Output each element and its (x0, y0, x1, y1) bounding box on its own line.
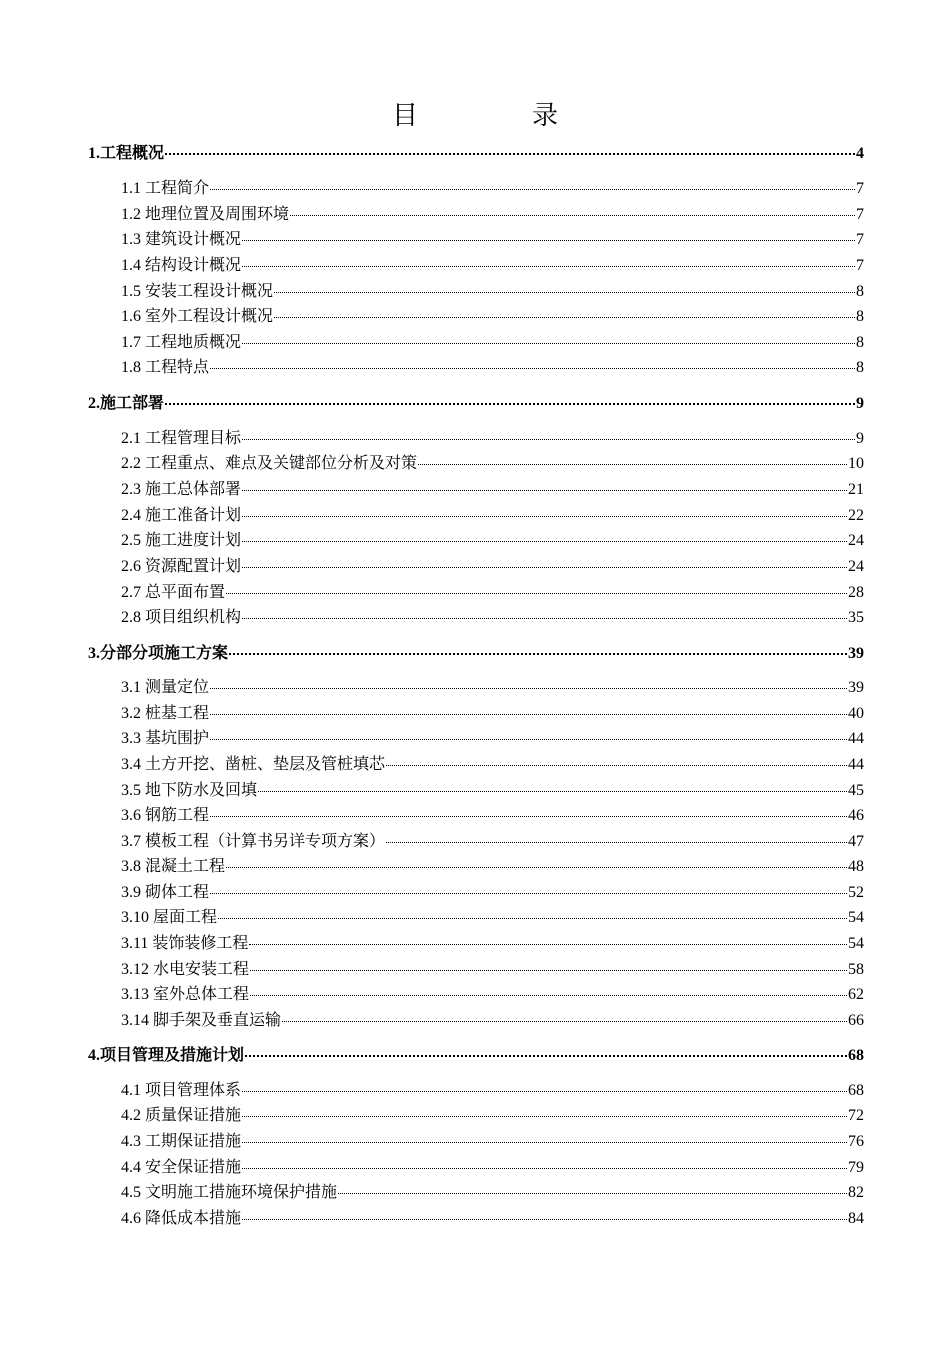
toc-entry[interactable] (121, 556, 864, 578)
dot-leader (242, 343, 855, 344)
toc-page-number: 72 (848, 1107, 864, 1124)
dot-leader (242, 490, 847, 491)
toc-entry-label: 4.1 项目管理体系 (121, 1082, 242, 1099)
toc-page-number: 54 (848, 935, 864, 952)
toc-section[interactable] (88, 643, 864, 665)
toc-page-number: 66 (848, 1012, 864, 1029)
toc-entry-label: 1.2 地理位置及周围环境 (121, 206, 290, 223)
dot-leader (165, 153, 855, 155)
toc-entry-label: 1.8 工程特点 (121, 359, 210, 376)
dot-leader (210, 739, 847, 740)
toc-page-number: 39 (848, 679, 864, 696)
toc-entry[interactable] (121, 754, 864, 776)
toc-entry-label: 3.1 测量定位 (121, 679, 210, 696)
toc-entry[interactable] (121, 805, 864, 827)
toc-entry-label: 4.3 工期保证措施 (121, 1133, 242, 1150)
dot-leader (274, 292, 855, 293)
toc-entry[interactable] (121, 255, 864, 277)
toc-entry-label: 1.5 安装工程设计概况 (121, 283, 274, 300)
toc-entry[interactable] (121, 907, 864, 929)
toc-page-number: 79 (848, 1159, 864, 1176)
toc-entry[interactable] (121, 332, 864, 354)
toc-entry[interactable] (121, 530, 864, 552)
toc-page-number: 68 (848, 1082, 864, 1099)
dot-leader (218, 918, 847, 919)
toc-page-number: 9 (856, 430, 864, 447)
toc-entry-label: 3.9 砌体工程 (121, 884, 210, 901)
toc-entry[interactable] (121, 831, 864, 853)
toc-entry-label: 1.1 工程简介 (121, 180, 210, 197)
toc-page-number: 24 (848, 558, 864, 575)
toc-entry[interactable] (121, 703, 864, 725)
toc-page-number: 48 (848, 858, 864, 875)
toc-page-number: 8 (856, 283, 864, 300)
dot-leader (226, 867, 847, 868)
toc-page-number: 82 (848, 1184, 864, 1201)
toc-page-number: 7 (856, 231, 864, 248)
dot-leader (418, 464, 847, 465)
toc-entry[interactable] (121, 959, 864, 981)
toc-page-number: 39 (848, 645, 864, 662)
toc-section[interactable] (88, 393, 864, 415)
toc-entry-label: 3.8 混凝土工程 (121, 858, 226, 875)
toc-entry-label: 2.6 资源配置计划 (121, 558, 242, 575)
toc-entry[interactable] (121, 882, 864, 904)
dot-leader (242, 1219, 847, 1220)
toc-entry-label: 1.工程概况 (88, 145, 165, 162)
toc-entry-label: 2.7 总平面布置 (121, 584, 226, 601)
toc-page-number: 8 (856, 334, 864, 351)
dot-leader (242, 1142, 847, 1143)
dot-leader (210, 368, 855, 369)
toc-entry[interactable] (121, 582, 864, 604)
toc-entry-label: 1.7 工程地质概况 (121, 334, 242, 351)
toc-page-number: 62 (848, 986, 864, 1003)
toc-entry-label: 4.4 安全保证措施 (121, 1159, 242, 1176)
toc-entry[interactable] (121, 204, 864, 226)
toc-entry-label: 3.7 模板工程（计算书另详专项方案） (121, 833, 386, 850)
dot-leader (242, 516, 847, 517)
toc-page-number: 21 (848, 481, 864, 498)
toc-entry[interactable] (121, 281, 864, 303)
dot-leader (250, 995, 847, 996)
toc-entry[interactable] (121, 780, 864, 802)
toc-entry-label: 3.2 桩基工程 (121, 705, 210, 722)
toc-page-number: 44 (848, 730, 864, 747)
toc-entry[interactable] (121, 677, 864, 699)
toc-entry[interactable] (121, 933, 864, 955)
toc-page-number: 54 (848, 909, 864, 926)
dot-leader (242, 541, 847, 542)
toc-entry[interactable] (121, 229, 864, 251)
toc-entry[interactable] (121, 984, 864, 1006)
toc-entry-label: 3.14 脚手架及垂直运输 (121, 1012, 282, 1029)
toc-page-number: 84 (848, 1210, 864, 1227)
toc-entry[interactable] (121, 453, 864, 475)
dot-leader (242, 618, 847, 619)
dot-leader (338, 1193, 847, 1194)
toc-page-number: 45 (848, 782, 864, 799)
dot-leader (282, 1021, 847, 1022)
dot-leader (210, 893, 847, 894)
dot-leader (242, 567, 847, 568)
dot-leader (249, 944, 847, 945)
dot-leader (242, 1091, 847, 1092)
toc-entry-label: 2.2 工程重点、难点及关键部位分析及对策 (121, 455, 418, 472)
toc-entry[interactable] (121, 428, 864, 450)
dot-leader (290, 215, 855, 216)
toc-entry-label: 2.施工部署 (88, 395, 165, 412)
toc-page-number: 24 (848, 532, 864, 549)
dot-leader (274, 317, 855, 318)
toc-section[interactable] (88, 143, 864, 165)
toc-entry-label: 2.4 施工准备计划 (121, 507, 242, 524)
toc-page-number: 28 (848, 584, 864, 601)
dot-leader (226, 593, 847, 594)
dot-leader (242, 266, 855, 267)
toc-entry[interactable] (121, 1131, 864, 1153)
toc-entry-label: 2.1 工程管理目标 (121, 430, 242, 447)
toc-page-number: 7 (856, 257, 864, 274)
toc-entry[interactable] (121, 1208, 864, 1230)
toc-entry-label: 2.5 施工进度计划 (121, 532, 242, 549)
toc-entry-label: 3.11 装饰装修工程 (121, 935, 249, 952)
toc-entry-label: 3.5 地下防水及回填 (121, 782, 258, 799)
dot-leader (242, 1168, 847, 1169)
toc-entry-label: 4.项目管理及措施计划 (88, 1047, 245, 1064)
toc-entry[interactable] (121, 728, 864, 750)
dot-leader (242, 1116, 847, 1117)
toc-page-number: 58 (848, 961, 864, 978)
toc-entry[interactable] (121, 1105, 864, 1127)
toc-entry-label: 4.5 文明施工措施环境保护措施 (121, 1184, 338, 1201)
toc-entry[interactable] (121, 1182, 864, 1204)
toc-entry[interactable] (121, 1010, 864, 1032)
toc-section[interactable] (88, 1045, 864, 1067)
toc-entry-label: 3.13 室外总体工程 (121, 986, 250, 1003)
toc-entry[interactable] (121, 479, 864, 501)
toc-entry[interactable] (121, 357, 864, 379)
toc-page-number: 10 (848, 455, 864, 472)
dot-leader (386, 842, 847, 843)
toc-page-number: 52 (848, 884, 864, 901)
toc-page-number: 7 (856, 206, 864, 223)
toc-entry-label: 3.3 基坑围护 (121, 730, 210, 747)
toc-page-number: 4 (856, 145, 864, 162)
dot-leader (242, 439, 855, 440)
toc-page-number: 35 (848, 609, 864, 626)
toc-entry-label: 3.10 屋面工程 (121, 909, 218, 926)
toc-entry-label: 3.4 土方开挖、凿桩、垫层及管桩填芯 (121, 756, 386, 773)
toc-entry-label: 4.2 质量保证措施 (121, 1107, 242, 1124)
toc-page-number: 40 (848, 705, 864, 722)
dot-leader (210, 816, 847, 817)
toc-entry[interactable] (121, 1080, 864, 1102)
toc-entry-label: 4.6 降低成本措施 (121, 1210, 242, 1227)
toc-entry[interactable] (121, 505, 864, 527)
toc-page-number: 22 (848, 507, 864, 524)
dot-leader (210, 189, 855, 190)
toc-page-number: 8 (856, 308, 864, 325)
toc-page-number: 47 (848, 833, 864, 850)
dot-leader (386, 765, 847, 766)
page-title: 目 录 (391, 101, 602, 131)
dot-leader (229, 653, 847, 655)
toc-page-number: 68 (848, 1047, 864, 1064)
toc-entry[interactable] (121, 607, 864, 629)
toc-entry-label: 2.8 项目组织机构 (121, 609, 242, 626)
toc-entry-label: 2.3 施工总体部署 (121, 481, 242, 498)
dot-leader (258, 791, 847, 792)
dot-leader (250, 970, 847, 971)
dot-leader (165, 403, 855, 405)
toc-page-number: 44 (848, 756, 864, 773)
toc-entry-label: 1.3 建筑设计概况 (121, 231, 242, 248)
toc-entry[interactable] (121, 856, 864, 878)
dot-leader (210, 714, 847, 715)
dot-leader (245, 1055, 847, 1057)
toc-entry-label: 3.分部分项施工方案 (88, 645, 229, 662)
toc-entry-label: 1.6 室外工程设计概况 (121, 308, 274, 325)
toc-entry[interactable] (121, 306, 864, 328)
toc-page-number: 8 (856, 359, 864, 376)
dot-leader (210, 688, 847, 689)
toc-entry-label: 3.6 钢筋工程 (121, 807, 210, 824)
toc-entry-label: 3.12 水电安装工程 (121, 961, 250, 978)
dot-leader (242, 240, 855, 241)
toc-entry[interactable] (121, 178, 864, 200)
toc-entry-label: 1.4 结构设计概况 (121, 257, 242, 274)
toc-entry[interactable] (121, 1157, 864, 1179)
toc-page-number: 46 (848, 807, 864, 824)
toc-page-number: 76 (848, 1133, 864, 1150)
toc-page-number: 7 (856, 180, 864, 197)
toc-page-number: 9 (856, 395, 864, 412)
